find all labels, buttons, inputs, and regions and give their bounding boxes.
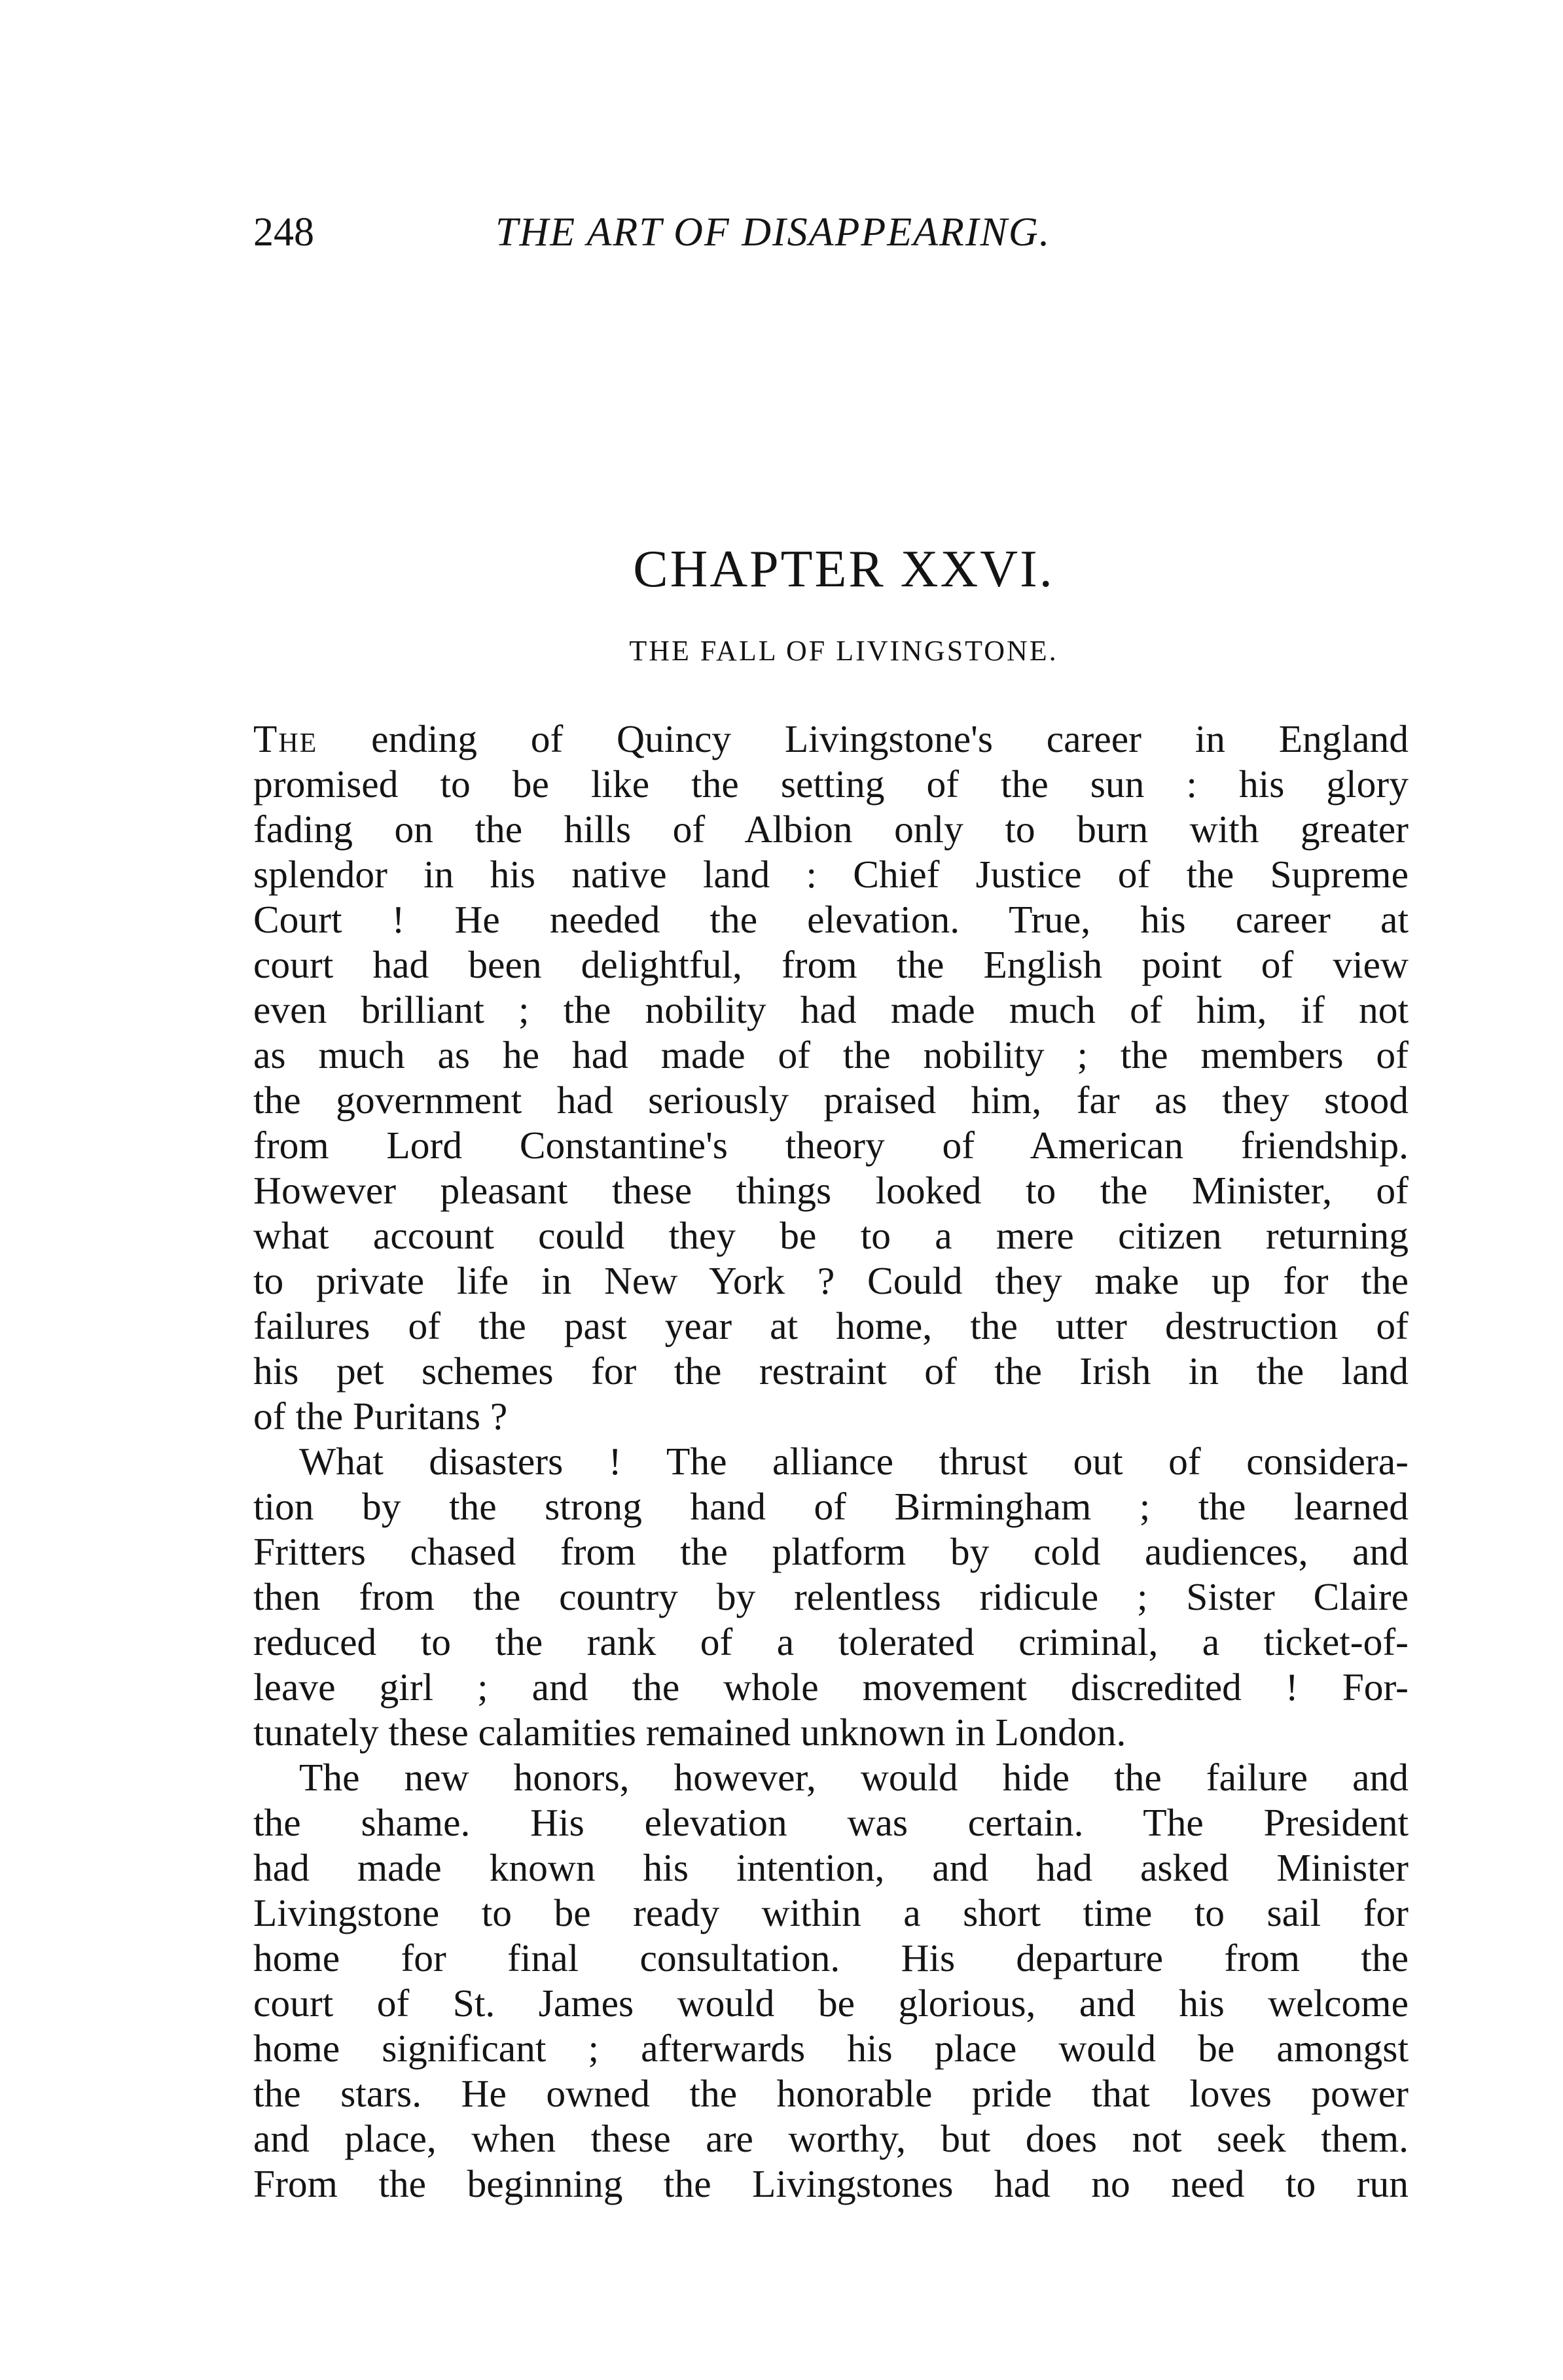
text-line: tion by the strong hand of Birmingham ; the learned [253, 1485, 1409, 1528]
text-line: Court ! He needed the elevation. True, his career at [253, 898, 1409, 941]
text-line: court had been delightful, from the English point of view [253, 943, 1409, 986]
text-line: promised to be like the setting of the sun : his glory [253, 762, 1409, 806]
text-line: tunately these calamities remained unknown in London. [253, 1711, 1126, 1754]
text-line: the stars. He owned the honorable pride that loves power [253, 2072, 1409, 2115]
body-text [253, 717, 1409, 2207]
text-line: What disasters ! The alliance thrust out of considera- [299, 1440, 1409, 1483]
running-title: THE ART OF DISAPPEARING. [495, 210, 1051, 255]
text-line: the government had seriously praised him, far as they stood [253, 1078, 1409, 1122]
text-line: leave girl ; and the whole movement discredited ! For- [253, 1665, 1409, 1709]
text-line: The new honors, however, would hide the failure and [299, 1756, 1409, 1799]
text-line: splendor in his native land : Chief Justice of the Supreme [253, 853, 1409, 896]
text-line: what account could they be to a mere citizen returning [253, 1214, 1409, 1257]
text-line: Livingstone to be ready within a short time to sail for [253, 1891, 1409, 1934]
text-line: From the beginning the Livingstones had no need to run [253, 2162, 1409, 2205]
text-line: the shame. His elevation was certain. The President [253, 1801, 1409, 1844]
text-line: his pet schemes for the restraint of the Irish in the land [253, 1349, 1409, 1393]
text-line: and place, when these are worthy, but does not seek them. [253, 2117, 1409, 2160]
text-line: to private life in New York ? Could they make up for the [253, 1259, 1409, 1302]
running-header [253, 203, 1409, 262]
text-line: as much as he had made of the nobility ; the members of [253, 1033, 1409, 1076]
text-line: of the Puritans ? [253, 1394, 508, 1438]
text-line: fading on the hills of Albion only to burn with greater [253, 808, 1409, 851]
opening-word: The [253, 717, 318, 760]
text-line: failures of the past year at home, the utter destruction of [253, 1304, 1409, 1347]
text-line: home significant ; afterwards his place would be amongst [253, 2027, 1409, 2070]
text-line: then from the country by relentless ridicule ; Sister Claire [253, 1575, 1409, 1618]
chapter-heading: CHAPTER XXVI. [633, 541, 1054, 598]
text-line: even brilliant ; the nobility had made much of him, if not [253, 988, 1409, 1031]
chapter-subtitle: THE FALL OF LIVINGSTONE. [629, 635, 1058, 667]
text-line: from Lord Constantine's theory of American friendship. [253, 1124, 1409, 1167]
page-number: 248 [253, 210, 314, 255]
text-line: had made known his intention, and had asked Minister [253, 1846, 1409, 1889]
text-line: Fritters chased from the platform by cold audiences, and [253, 1530, 1409, 1573]
text-line: However pleasant these things looked to the Minister, of [253, 1169, 1409, 1212]
text-line: The ending of Quincy Livingstone's career in England [253, 717, 1409, 760]
text-line: court of St. James would be glorious, and his welcome [253, 1981, 1409, 2025]
text-line: reduced to the rank of a tolerated criminal, a ticket-of- [253, 1620, 1409, 1663]
text-line: home for final consultation. His departure from the [253, 1936, 1409, 1980]
